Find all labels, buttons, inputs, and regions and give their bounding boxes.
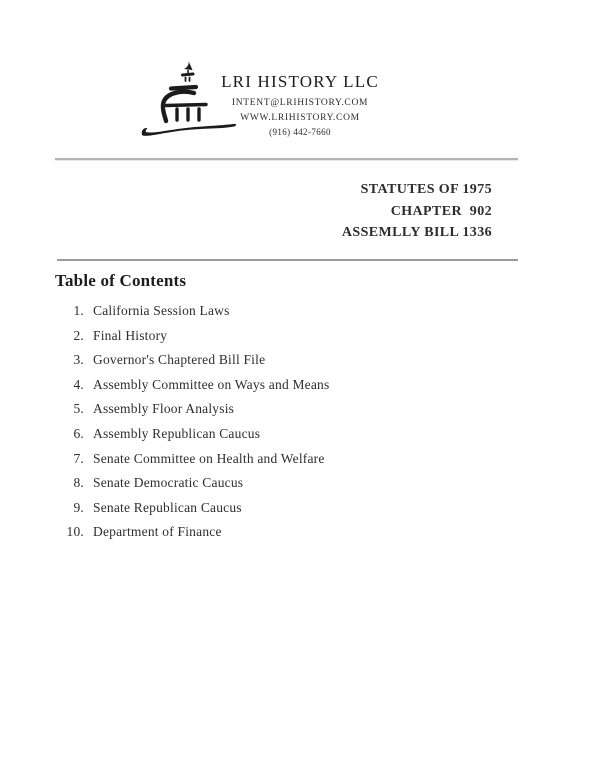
toc-item-number: 1. — [73, 303, 84, 318]
toc-item-number: 6. — [73, 425, 84, 441]
toc-item-number: 4. — [73, 376, 84, 392]
company-phone: (916) 442-7660 — [269, 127, 331, 137]
toc-item — [48, 500, 329, 525]
toc-item-label: Assembly Committee on Ways and Means — [93, 376, 330, 392]
toc-item-label: Final History — [93, 327, 168, 343]
toc-item-label: Department of Finance — [93, 524, 222, 540]
toc-item-number: 2. — [73, 327, 84, 343]
toc-item-number: 9. — [73, 499, 84, 515]
toc-item — [48, 401, 329, 426]
company-email: INTENT@LRIHISTORY.COM — [231, 98, 369, 108]
toc-list — [48, 303, 329, 549]
horizontal-rule-middle — [57, 259, 518, 261]
statute-reference-block — [342, 179, 492, 244]
statutes-line: STATUTES OF 1975 — [360, 182, 492, 197]
toc-item-label: Senate Democratic Caucus — [93, 475, 244, 491]
horizontal-rule-top — [55, 158, 518, 161]
toc-item — [48, 352, 329, 377]
toc-item — [48, 377, 329, 402]
assembly-bill-line: ASSEMLLY BILL 1336 — [341, 225, 492, 240]
toc-item-label: Assembly Republican Caucus — [93, 425, 261, 441]
toc-item — [48, 475, 329, 500]
toc-item-number: 7. — [73, 450, 84, 466]
toc-item-number: 10. — [66, 524, 84, 540]
toc-item-label: Senate Committee on Health and Welfare — [93, 450, 325, 466]
toc-item-number: 3. — [73, 352, 84, 368]
toc-item — [48, 524, 329, 549]
company-website: WWW.LRIHISTORY.COM — [240, 112, 360, 123]
toc-item — [48, 426, 329, 451]
toc-item — [48, 451, 329, 476]
toc-item — [48, 328, 329, 353]
toc-item-label: Governor's Chaptered Bill File — [93, 352, 266, 368]
toc-item-label: California Session Laws — [93, 303, 230, 318]
toc-item-label: Assembly Floor Analysis — [93, 401, 235, 417]
toc-item — [48, 303, 329, 328]
letterhead — [170, 72, 430, 137]
toc-heading: Table of Contents — [55, 271, 187, 290]
toc-item-label: Senate Republican Caucus — [93, 499, 242, 515]
company-name: LRI HISTORY LLC — [221, 72, 379, 91]
toc-item-number: 5. — [73, 401, 84, 417]
toc-item-number: 8. — [73, 475, 84, 491]
chapter-line: CHAPTER 902 — [390, 203, 492, 219]
